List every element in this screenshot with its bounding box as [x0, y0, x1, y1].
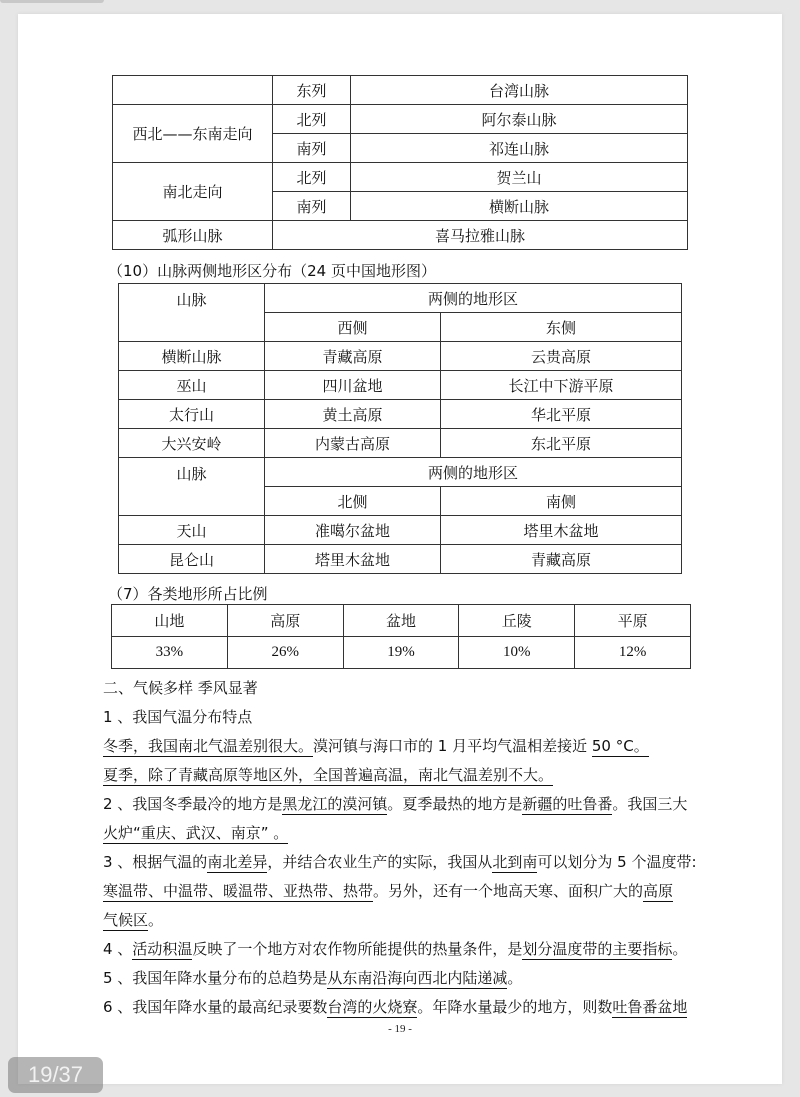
text-line	[103, 735, 649, 756]
table-cell: 台湾山脉	[351, 76, 688, 105]
table-header: 两侧的地形区	[265, 284, 682, 313]
table-cell: 塔里木盆地	[265, 545, 441, 574]
table-row	[119, 545, 682, 574]
table-cell: 10%	[459, 637, 575, 669]
table-cell: 祁连山脉	[351, 134, 688, 163]
table-cell: 四川盆地	[265, 371, 441, 400]
table-row	[113, 76, 688, 105]
page-counter-badge[interactable]: 19/37	[8, 1057, 103, 1093]
table-row	[113, 221, 688, 250]
underlined-text: 南北差异	[207, 853, 268, 871]
terrain-proportion-table	[111, 604, 691, 669]
text-span: 4 、	[103, 940, 133, 958]
underlined-text: 北到南	[492, 853, 538, 871]
table-header: 东侧	[441, 313, 682, 342]
text-span: 。	[148, 911, 164, 929]
underlined-text: 夏季，除了青藏高原等地区外，全国普遍高温，南北气温差别不大。	[103, 766, 554, 784]
section-caption-10: （10）山脉两侧地形区分布（24 页中国地形图）	[108, 262, 436, 280]
table-header: 两侧的地形区	[265, 458, 682, 487]
table-cell: 北列	[273, 105, 351, 134]
table-header: 高原	[227, 605, 343, 637]
table-cell: 北列	[273, 163, 351, 192]
text-line	[103, 851, 697, 872]
table-cell: 南北走向	[113, 163, 273, 221]
table-cell: 塔里木盆地	[441, 516, 682, 545]
underlined-text: 高原	[643, 882, 674, 900]
mountain-direction-table	[112, 75, 688, 250]
table-cell: 太行山	[119, 400, 265, 429]
underlined-text: 黑龙江的漠河镇	[282, 795, 388, 813]
text-span: 。我国三大	[612, 795, 688, 813]
text-span: 3 、根据气温的	[103, 853, 208, 871]
table-header: 山脉	[119, 458, 265, 516]
text-span: 可以划分为 5 个温度带:	[537, 853, 697, 871]
table-header: 北侧	[265, 487, 441, 516]
text-span: ，并结合农业生产的实际，我国从	[267, 853, 493, 871]
text-line	[103, 967, 522, 988]
page-number: - 19 -	[388, 1023, 412, 1035]
underlined-text: 冬季，我国南北气温差别很大。	[103, 737, 314, 755]
underlined-text: 50 °C。	[591, 737, 649, 755]
table-cell: 贺兰山	[351, 163, 688, 192]
table-row	[119, 458, 682, 487]
table-row	[119, 516, 682, 545]
text-line: 1 、我国气温分布特点	[103, 708, 253, 726]
table-cell: 西北——东南走向	[113, 105, 273, 163]
table-cell: 天山	[119, 516, 265, 545]
table-row	[112, 637, 691, 669]
underlined-text: 火炉“重庆、武汉、南京” 。	[103, 824, 289, 842]
table-row	[112, 605, 691, 637]
underlined-text: 寒温带、中温带、暖温带、亚热带、热带	[103, 882, 374, 900]
table-header: 山地	[112, 605, 228, 637]
table-cell: 26%	[227, 637, 343, 669]
table-cell: 青藏高原	[441, 545, 682, 574]
text-span: 漠河镇与海口市的 1 月平均气温相差接近	[313, 737, 592, 755]
text-span: 6 、我国年降水量的最高纪录要数	[103, 998, 328, 1016]
table-cell: 黄土高原	[265, 400, 441, 429]
table-cell: 青藏高原	[265, 342, 441, 371]
text-span: 。夏季最热的地方是	[387, 795, 523, 813]
text-span: 。	[672, 940, 688, 958]
table-cell: 长江中下游平原	[441, 371, 682, 400]
table-cell: 19%	[343, 637, 459, 669]
table-cell: 东列	[273, 76, 351, 105]
table-header: 平原	[575, 605, 691, 637]
document-page	[18, 14, 782, 1084]
table-cell: 东北平原	[441, 429, 682, 458]
table-cell: 横断山脉	[351, 192, 688, 221]
table-cell: 横断山脉	[119, 342, 265, 371]
table-cell: 准噶尔盆地	[265, 516, 441, 545]
mountain-sides-table	[118, 283, 682, 574]
underlined-text: 气候区	[103, 911, 149, 929]
section-heading: 二、气候多样 季风显著	[103, 679, 258, 697]
table-cell: 南列	[273, 192, 351, 221]
table-cell: 云贵高原	[441, 342, 682, 371]
table-cell: 巫山	[119, 371, 265, 400]
text-line	[103, 909, 163, 930]
table-header: 西侧	[265, 313, 441, 342]
underlined-text: 活动积温	[132, 940, 193, 958]
table-cell: 大兴安岭	[119, 429, 265, 458]
table-cell: 内蒙古高原	[265, 429, 441, 458]
table-header: 南侧	[441, 487, 682, 516]
table-cell: 33%	[112, 637, 228, 669]
table-row	[119, 400, 682, 429]
text-span: 5 、我国年降水量分布的总趋势是	[103, 969, 328, 987]
table-row	[113, 163, 688, 192]
text-line	[103, 938, 687, 959]
table-row	[119, 342, 682, 371]
text-line	[103, 822, 288, 843]
underlined-text: 台湾的火烧寮	[327, 998, 418, 1016]
text-span: 。年降水量最少的地方，则数	[417, 998, 613, 1016]
text-line	[103, 793, 687, 814]
table-header: 盆地	[343, 605, 459, 637]
top-tab-indicator	[0, 0, 104, 3]
text-line	[103, 880, 673, 901]
table-cell: 阿尔泰山脉	[351, 105, 688, 134]
underlined-text: 划分温度带的主要指标	[522, 940, 673, 958]
table-cell: 南列	[273, 134, 351, 163]
underlined-text: 从东南沿海向西北内陆递减	[327, 969, 508, 987]
table-cell: 喜马拉雅山脉	[273, 221, 688, 250]
section-caption-7: （7）各类地形所占比例	[108, 585, 268, 603]
text-span: 2 、我国冬季最冷的地方是	[103, 795, 283, 813]
table-header: 山脉	[119, 284, 265, 342]
table-cell	[113, 76, 273, 105]
text-line	[103, 764, 553, 785]
table-cell: 昆仑山	[119, 545, 265, 574]
text-span: 反映了一个地方对农作物所能提供的热量条件，是	[192, 940, 523, 958]
table-row	[119, 371, 682, 400]
table-row	[119, 284, 682, 313]
table-cell: 华北平原	[441, 400, 682, 429]
table-header: 丘陵	[459, 605, 575, 637]
text-span: 。另外，还有一个地高天寒、面积广大的	[373, 882, 644, 900]
table-cell: 弧形山脉	[113, 221, 273, 250]
table-row	[113, 105, 688, 134]
table-row	[119, 429, 682, 458]
underlined-text: 吐鲁番盆地	[612, 998, 688, 1016]
text-span: 。	[507, 969, 523, 987]
text-line	[103, 996, 687, 1017]
underlined-text: 新疆的吐鲁番	[522, 795, 613, 813]
table-cell: 12%	[575, 637, 691, 669]
